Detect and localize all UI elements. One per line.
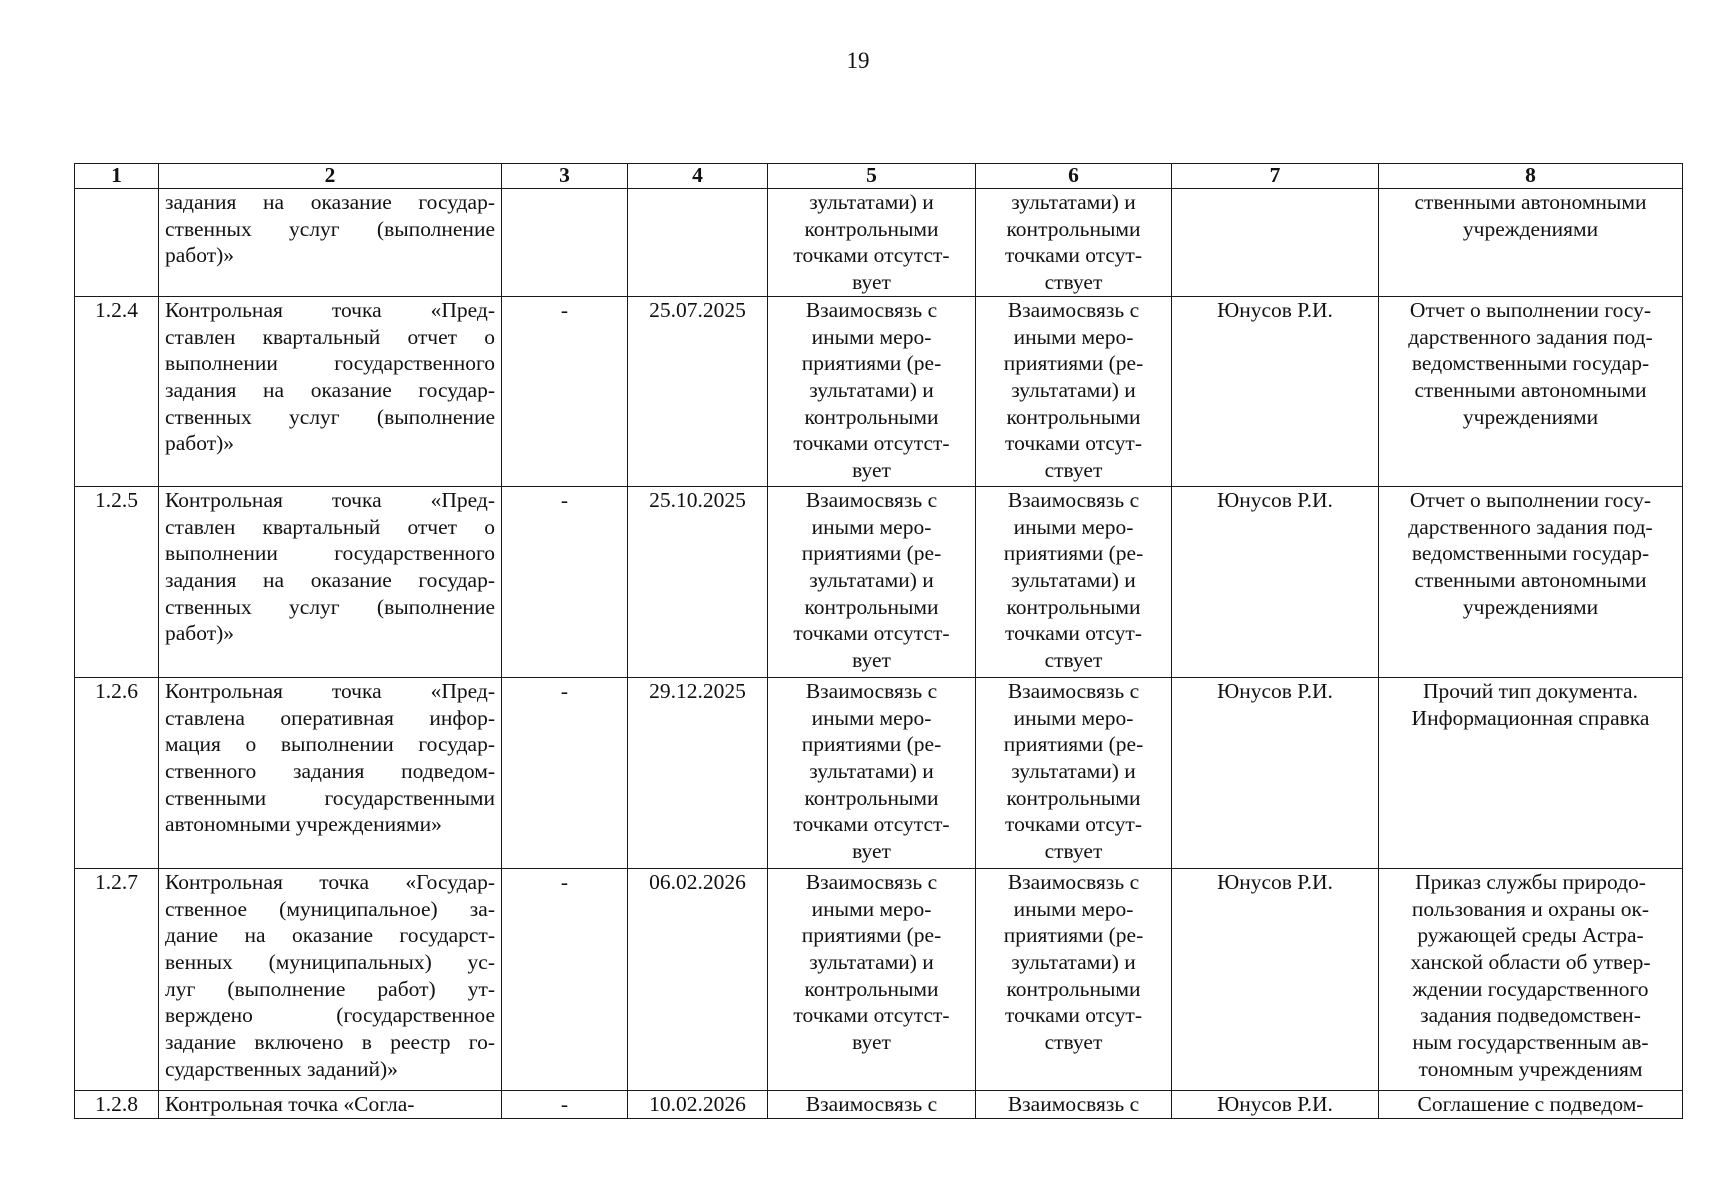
cell-line: Контрольная точка «Согла-: [165, 1091, 415, 1116]
cell-line: ственными автономными: [1414, 377, 1647, 402]
cell-line: работ)»: [165, 621, 235, 646]
table-row: [75, 486, 1683, 677]
cell-line: Взаимосвязь с: [805, 487, 938, 512]
cell-line: иными меро-: [1013, 324, 1134, 349]
cell-line: пользования и охраны ок-: [1411, 896, 1650, 921]
responsible-person: Юнусов Р.И.: [1172, 677, 1379, 868]
cell-line: точками отсутст-: [793, 1003, 950, 1028]
cell-line: учреждениями: [1462, 216, 1599, 241]
cell-line: ственного задания подведом-: [165, 758, 495, 783]
cell-line: приятиями (ре-: [1003, 732, 1144, 757]
cell-line: автономными учреждениями»: [165, 812, 442, 837]
cell-line: точками отсут-: [1005, 243, 1142, 268]
cell-line: Приказ службы природо-: [1415, 869, 1646, 894]
cell-line: Взаимосвязь с: [805, 869, 938, 894]
column-header: 2: [159, 164, 502, 189]
cell-line: ственных услуг (выполнение: [165, 216, 495, 241]
cell-line: работ)»: [165, 243, 235, 268]
cell-line: контрольными: [804, 404, 939, 429]
cell-line: контрольными: [804, 785, 939, 810]
cell-line: вует: [852, 270, 891, 295]
cell-line: приятиями (ре-: [1003, 541, 1144, 566]
column-header: 4: [628, 164, 768, 189]
control-point-name: [159, 486, 502, 677]
cell-line: ственными государственными: [165, 785, 495, 810]
cell-line: приятиями (ре-: [801, 541, 942, 566]
cell-line: приятиями (ре-: [801, 351, 942, 376]
column-3-value: -: [502, 868, 628, 1090]
cell-line: учреждениями: [1462, 594, 1599, 619]
column-header: 3: [502, 164, 628, 189]
document-type: [1379, 1090, 1683, 1118]
cell-line: учреждениями: [1462, 404, 1599, 429]
cell-line: Взаимосвязь с: [1007, 487, 1140, 512]
cell-line: Отчет о выполнении госу-: [1409, 487, 1652, 512]
cell-line: Взаимосвязь с: [805, 1091, 938, 1116]
cell-line: Контрольная точка «Государ-: [165, 869, 495, 894]
cell-line: иными меро-: [1013, 705, 1134, 730]
document-type: [1379, 189, 1683, 297]
cell-line: зультатами) и: [809, 949, 934, 974]
cell-line: иными меро-: [811, 705, 932, 730]
responsible-person: [1172, 189, 1379, 297]
cell-line: дарственного задания под-: [1408, 514, 1653, 539]
cell-line: Соглашение с подведом-: [1417, 1091, 1644, 1116]
page-number: 19: [846, 48, 870, 73]
cell-line: контрольными: [1006, 404, 1141, 429]
cell-line: ведомственными государ-: [1411, 351, 1650, 376]
cell-line: контрольными: [1006, 785, 1141, 810]
control-points-table: [74, 163, 1683, 1119]
cell-line: зультатами) и: [1011, 567, 1136, 592]
cell-line: контрольными: [1006, 594, 1141, 619]
interrelation-cell: [976, 189, 1172, 297]
control-point-name: [159, 189, 502, 297]
row-number: [75, 189, 159, 297]
column-header: 8: [1379, 164, 1683, 189]
cell-line: иными меро-: [1013, 514, 1134, 539]
cell-line: зультатами) и: [1011, 190, 1136, 214]
cell-line: приятиями (ре-: [1003, 923, 1144, 948]
cell-line: ствует: [1044, 1030, 1103, 1055]
cell-line: задания на оказание государ-: [165, 567, 495, 592]
cell-line: Взаимосвязь с: [1007, 869, 1140, 894]
column-header: 5: [768, 164, 976, 189]
control-point-name: [159, 677, 502, 868]
cell-line: Взаимосвязь с: [805, 297, 938, 322]
column-header: 1: [75, 164, 159, 189]
cell-line: зультатами) и: [809, 758, 934, 783]
cell-line: зультатами) и: [1011, 758, 1136, 783]
control-point-name: [159, 296, 502, 486]
cell-line: приятиями (ре-: [801, 732, 942, 757]
cell-line: задания подведомствен-: [1420, 1003, 1641, 1028]
cell-line: Контрольная точка «Пред-: [165, 678, 495, 703]
column-number-row: [75, 164, 1683, 189]
cell-line: ставлена оперативная инфор-: [165, 705, 495, 730]
responsible-person: Юнусов Р.И.: [1172, 296, 1379, 486]
deadline-date: 10.02.2026: [628, 1090, 768, 1118]
table-row: [75, 1090, 1683, 1118]
table-body: [75, 189, 1683, 1119]
cell-line: дарственного задания под-: [1408, 324, 1653, 349]
table-row: [75, 677, 1683, 868]
column-header: 7: [1172, 164, 1379, 189]
cell-line: ственными автономными: [1414, 567, 1647, 592]
column-3-value: -: [502, 1090, 628, 1118]
deadline-date: 25.10.2025: [628, 486, 768, 677]
cell-line: ственное (муниципальное) за-: [165, 896, 495, 921]
cell-line: контрольными: [804, 594, 939, 619]
deadline-date: [628, 189, 768, 297]
cell-line: венных (муниципальных) ус-: [165, 949, 495, 974]
cell-line: контрольными: [1006, 976, 1141, 1001]
control-point-name: [159, 868, 502, 1090]
table-row: [75, 189, 1683, 297]
interrelation-cell: [768, 1090, 976, 1118]
cell-line: ведомственными государ-: [1411, 541, 1650, 566]
column-3-value: -: [502, 677, 628, 868]
cell-line: точками отсутст-: [793, 243, 950, 268]
cell-line: зультатами) и: [1011, 949, 1136, 974]
document-type: [1379, 486, 1683, 677]
interrelation-cell: [976, 296, 1172, 486]
cell-line: иными меро-: [811, 324, 932, 349]
cell-line: задания на оказание государ-: [165, 377, 495, 402]
cell-line: ставлен квартальный отчет о: [165, 324, 495, 349]
interrelation-cell: [976, 868, 1172, 1090]
cell-line: Взаимосвязь с: [1007, 678, 1140, 703]
cell-line: Отчет о выполнении госу-: [1409, 297, 1652, 322]
interrelation-cell: [768, 296, 976, 486]
cell-line: иными меро-: [811, 896, 932, 921]
control-point-name: [159, 1090, 502, 1118]
cell-line: ственными автономными: [1414, 190, 1647, 214]
document-type: [1379, 868, 1683, 1090]
responsible-person: Юнусов Р.И.: [1172, 486, 1379, 677]
cell-line: Взаимосвязь с: [805, 678, 938, 703]
cell-line: ружающей среды Астра-: [1417, 923, 1644, 948]
cell-line: иными меро-: [811, 514, 932, 539]
cell-line: ствует: [1044, 839, 1103, 864]
row-number: 1.2.6: [75, 677, 159, 868]
interrelation-cell: [976, 677, 1172, 868]
cell-line: Информационная справка: [1411, 705, 1650, 730]
cell-line: точками отсут-: [1005, 1003, 1142, 1028]
cell-line: луг (выполнение работ) ут-: [165, 976, 495, 1001]
row-number: 1.2.4: [75, 296, 159, 486]
cell-line: Взаимосвязь с: [1007, 297, 1140, 322]
cell-line: приятиями (ре-: [801, 923, 942, 948]
interrelation-cell: [768, 868, 976, 1090]
cell-line: ственных услуг (выполнение: [165, 594, 495, 619]
cell-line: ствует: [1044, 648, 1103, 673]
deadline-date: 06.02.2026: [628, 868, 768, 1090]
cell-line: вует: [852, 458, 891, 483]
cell-line: Взаимосвязь с: [1007, 1091, 1140, 1116]
cell-line: дание на оказание государст-: [165, 923, 495, 948]
cell-line: ным государственным ав-: [1412, 1030, 1649, 1055]
cell-line: выполнении государственного: [165, 351, 495, 376]
cell-line: ханской области об утвер-: [1410, 949, 1651, 974]
cell-line: иными меро-: [1013, 896, 1134, 921]
cell-line: ждении государственного: [1412, 976, 1649, 1001]
cell-line: контрольными: [804, 976, 939, 1001]
cell-line: зультатами) и: [809, 567, 934, 592]
cell-line: выполнении государственного: [165, 541, 495, 566]
cell-line: точками отсутст-: [793, 431, 950, 456]
cell-line: Контрольная точка «Пред-: [165, 487, 495, 512]
cell-line: задание включено в реестр го-: [165, 1030, 495, 1055]
cell-line: задания на оказание государ-: [165, 190, 495, 214]
cell-line: ствует: [1044, 458, 1103, 483]
document-type: [1379, 296, 1683, 486]
cell-line: ствует: [1044, 270, 1103, 295]
cell-line: вует: [852, 1030, 891, 1055]
cell-line: ственных услуг (выполнение: [165, 404, 495, 429]
cell-line: тономным учреждениям: [1418, 1056, 1643, 1081]
column-3-value: -: [502, 296, 628, 486]
cell-line: зультатами) и: [1011, 377, 1136, 402]
cell-line: Прочий тип документа.: [1423, 678, 1638, 703]
cell-line: точками отсут-: [1005, 431, 1142, 456]
column-3-value: [502, 189, 628, 297]
interrelation-cell: [768, 677, 976, 868]
cell-line: приятиями (ре-: [1003, 351, 1144, 376]
cell-line: точками отсут-: [1005, 812, 1142, 837]
row-number: 1.2.8: [75, 1090, 159, 1118]
deadline-date: 29.12.2025: [628, 677, 768, 868]
cell-line: ставлен квартальный отчет о: [165, 514, 495, 539]
cell-line: сударственных заданий)»: [165, 1056, 398, 1081]
cell-line: контрольными: [804, 216, 939, 241]
cell-line: мация о выполнении государ-: [165, 732, 495, 757]
deadline-date: 25.07.2025: [628, 296, 768, 486]
interrelation-cell: [768, 189, 976, 297]
cell-line: вует: [852, 648, 891, 673]
table-row: [75, 868, 1683, 1090]
cell-line: зультатами) и: [809, 377, 934, 402]
cell-line: точками отсутст-: [793, 621, 950, 646]
cell-line: точками отсут-: [1005, 621, 1142, 646]
cell-line: точками отсутст-: [793, 812, 950, 837]
cell-line: контрольными: [1006, 216, 1141, 241]
column-header: 6: [976, 164, 1172, 189]
cell-line: работ)»: [165, 431, 235, 456]
row-number: 1.2.7: [75, 868, 159, 1090]
row-number: 1.2.5: [75, 486, 159, 677]
cell-line: Контрольная точка «Пред-: [165, 297, 495, 322]
cell-line: зультатами) и: [809, 190, 934, 214]
responsible-person: Юнусов Р.И.: [1172, 1090, 1379, 1118]
cell-line: вует: [852, 839, 891, 864]
document-type: [1379, 677, 1683, 868]
table-row: [75, 296, 1683, 486]
column-3-value: -: [502, 486, 628, 677]
cell-line: верждено (государственное: [165, 1003, 495, 1028]
interrelation-cell: [768, 486, 976, 677]
responsible-person: Юнусов Р.И.: [1172, 868, 1379, 1090]
interrelation-cell: [976, 1090, 1172, 1118]
interrelation-cell: [976, 486, 1172, 677]
